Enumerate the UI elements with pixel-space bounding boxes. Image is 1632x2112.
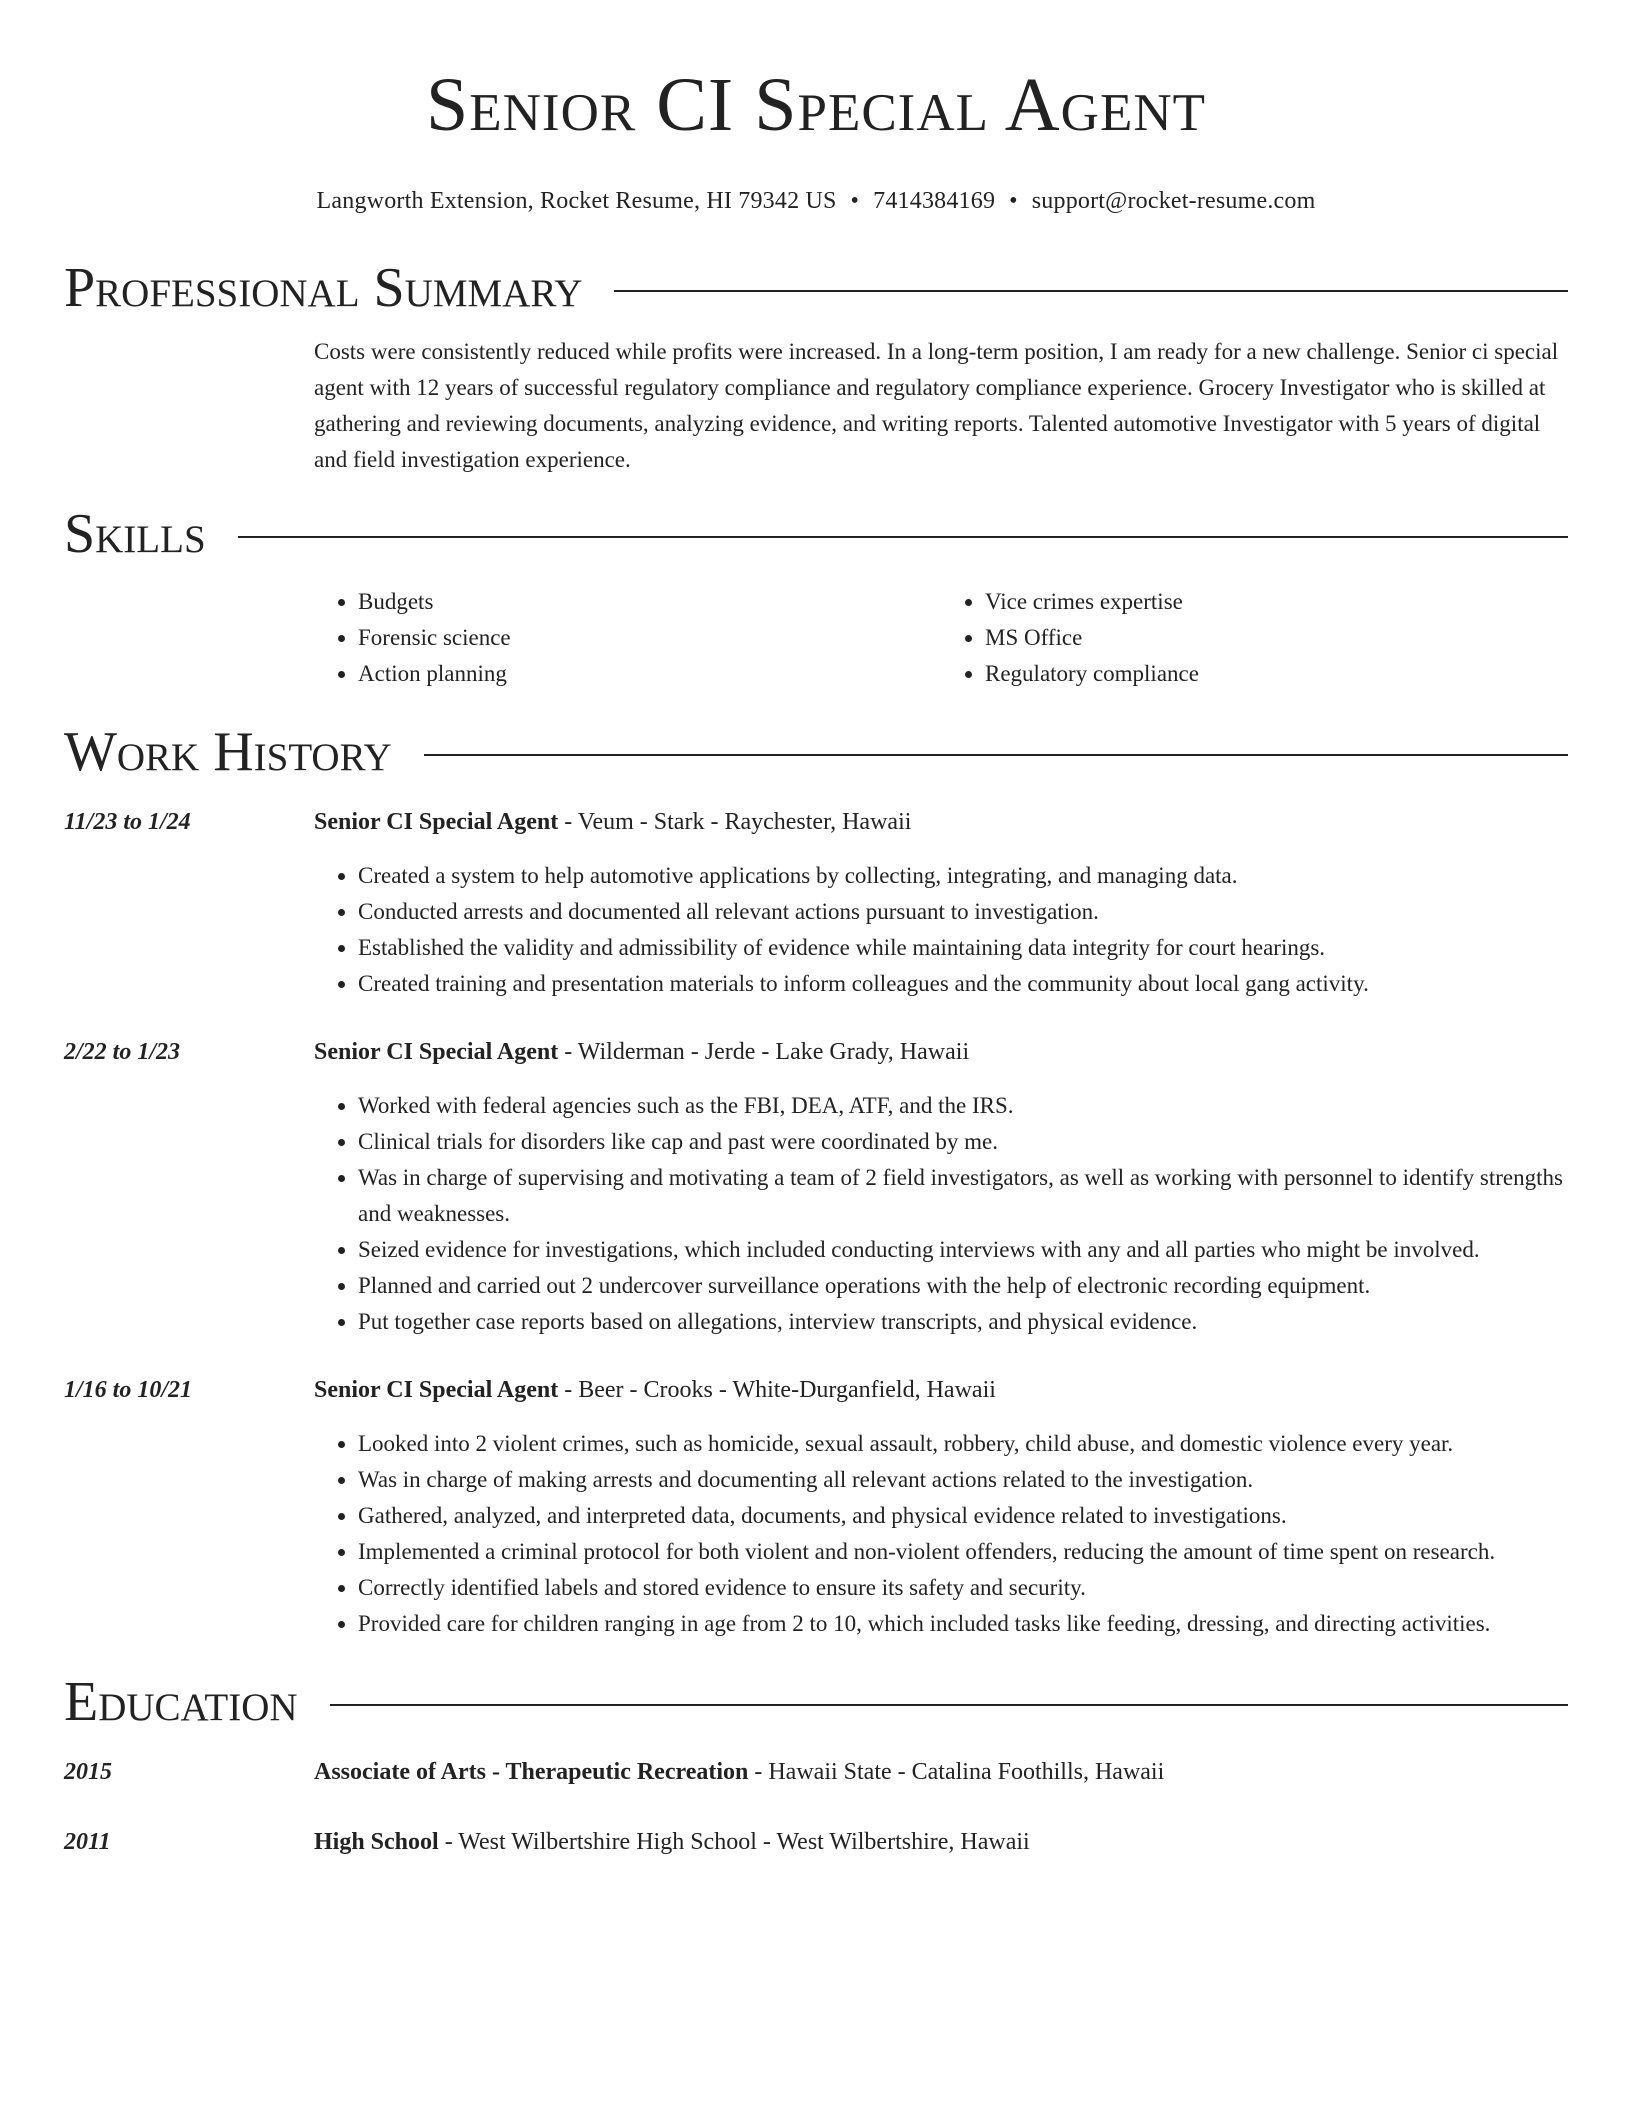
job-bullet: • Seized evidence for investigations, which included conducting interviews with any and all parties who might be involved. xyxy=(358,1232,1568,1268)
education-heading xyxy=(314,1824,1568,1860)
job-heading xyxy=(314,804,1568,840)
education-body xyxy=(314,1824,1568,1860)
job-bullet: • Planned and carried out 2 undercover surveillance operations with the help of electronic recording equipment. xyxy=(358,1268,1568,1304)
job-bullet: • Put together case reports based on allegations, interview transcripts, and physical evidence. xyxy=(358,1304,1568,1340)
job-date: 1/16 to 10/21 xyxy=(64,1377,193,1403)
job-bullet: • Created a system to help automotive applications by collecting, integrating, and managing data. xyxy=(358,858,1568,894)
education-title: Education xyxy=(64,1671,298,1733)
job-bullet: • Created training and presentation materials to inform colleagues and the community about local gang activity. xyxy=(358,966,1568,1002)
job-body xyxy=(314,804,1568,1002)
section-divider xyxy=(330,1704,1568,1706)
job-bullet: • Correctly identified labels and stored evidence to ensure its safety and security. xyxy=(358,1570,1568,1606)
job-body xyxy=(314,1034,1568,1340)
education-year: 2015 xyxy=(64,1759,112,1785)
job-entry xyxy=(64,1372,1568,1642)
skill-item: • Vice crimes expertise xyxy=(985,584,1568,620)
job-bullets xyxy=(314,1426,1568,1642)
education-entry xyxy=(64,1824,1568,1860)
summary-text: Costs were consistently reduced while profits were increased. In a long-term position, I am ready for a new challenge. Senior ci special agent with 12 years of successful regulatory compliance and regulatory compliance experience. Grocery Investigator who is skilled at gathering and reviewing documents, analyzing evidence, and writing reports. Talented automotive Investigator with 5 years of digital and field investigation experience. xyxy=(314,339,1559,472)
education-body xyxy=(314,1754,1568,1790)
skills-title: Skills xyxy=(64,503,206,565)
email: support@rocket-resume.com xyxy=(1031,188,1316,214)
job-bullets xyxy=(314,858,1568,1002)
separator: • xyxy=(1009,188,1018,214)
candidate-name: Senior CI Special Agent xyxy=(426,63,1206,147)
summary-section-header xyxy=(64,254,1568,322)
education-degree: Associate of Arts - Therapeutic Recreation xyxy=(314,1759,749,1785)
job-bullet: • Was in charge of supervising and motivating a team of 2 field investigators, as well as working with personnel to identify strengths and weaknesses. xyxy=(358,1160,1568,1232)
skill-item: • Budgets xyxy=(358,584,941,620)
job-entry xyxy=(64,1034,1568,1340)
job-body xyxy=(314,1372,1568,1642)
address: Langworth Extension, Rocket Resume, HI 79342 US xyxy=(316,188,837,214)
job-bullet: • Clinical trials for disorders like cap and past were coordinated by me. xyxy=(358,1124,1568,1160)
job-date: 2/22 to 1/23 xyxy=(64,1039,181,1065)
education-degree: High School xyxy=(314,1829,439,1855)
job-bullet: • Implemented a criminal protocol for both violent and non-violent offenders, reducing the amount of time spent on research. xyxy=(358,1534,1568,1570)
education-details: - West Wilbertshire High School - West Wilbertshire, Hawaii xyxy=(438,1829,1030,1855)
job-bullet: • Conducted arrests and documented all relevant actions pursuant to investigation. xyxy=(358,894,1568,930)
job-bullets xyxy=(314,1088,1568,1340)
job-details: - Beer - Crooks - White-Durganfield, Hawaii xyxy=(558,1377,996,1403)
job-bullet: • Worked with federal agencies such as the FBI, DEA, ATF, and the IRS. xyxy=(358,1088,1568,1124)
skill-item: • Regulatory compliance xyxy=(985,656,1568,692)
job-bullet: • Was in charge of making arrests and documenting all relevant actions related to the investigation. xyxy=(358,1462,1568,1498)
work-section-header xyxy=(64,718,1568,786)
separator: • xyxy=(850,188,860,214)
job-bullet: • Established the validity and admissibility of evidence while maintaining data integrity for court hearings. xyxy=(358,930,1568,966)
work-title: Work History xyxy=(64,721,392,783)
skill-item: • Action planning xyxy=(358,656,941,692)
education-details: - Hawaii State - Catalina Foothills, Hawaii xyxy=(748,1759,1165,1785)
skills-section-header xyxy=(64,500,1568,568)
job-role: Senior CI Special Agent xyxy=(314,809,559,835)
section-divider xyxy=(238,536,1568,538)
skills-column-left xyxy=(314,584,941,692)
section-divider xyxy=(614,290,1568,292)
skill-item: • MS Office xyxy=(985,620,1568,656)
job-bullet: • Looked into 2 violent crimes, such as homicide, sexual assault, robbery, child abuse, and domestic violence every year. xyxy=(358,1426,1568,1462)
summary-title: Professional Summary xyxy=(64,257,583,319)
phone: 7414384169 xyxy=(873,188,996,214)
skills-column-right xyxy=(941,584,1568,692)
job-date: 11/23 to 1/24 xyxy=(64,809,191,835)
job-bullet: • Gathered, analyzed, and interpreted data, documents, and physical evidence related to investigations. xyxy=(358,1498,1568,1534)
education-section-header xyxy=(64,1668,1568,1736)
job-details: - Wilderman - Jerde - Lake Grady, Hawaii xyxy=(558,1039,970,1065)
contact-line xyxy=(64,186,1568,216)
skill-item: • Forensic science xyxy=(358,620,941,656)
job-heading xyxy=(314,1372,1568,1408)
education-year: 2011 xyxy=(64,1829,111,1855)
job-role: Senior CI Special Agent xyxy=(314,1039,559,1065)
job-bullet: • Provided care for children ranging in age from 2 to 10, which included tasks like feeding, dressing, and directing activities. xyxy=(358,1606,1568,1642)
education-entry xyxy=(64,1754,1568,1790)
section-divider xyxy=(424,754,1568,756)
job-details: - Veum - Stark - Raychester, Hawaii xyxy=(558,809,912,835)
job-entry xyxy=(64,804,1568,1002)
skills-list xyxy=(314,584,1568,692)
job-role: Senior CI Special Agent xyxy=(314,1377,559,1403)
education-heading xyxy=(314,1754,1568,1790)
job-heading xyxy=(314,1034,1568,1070)
